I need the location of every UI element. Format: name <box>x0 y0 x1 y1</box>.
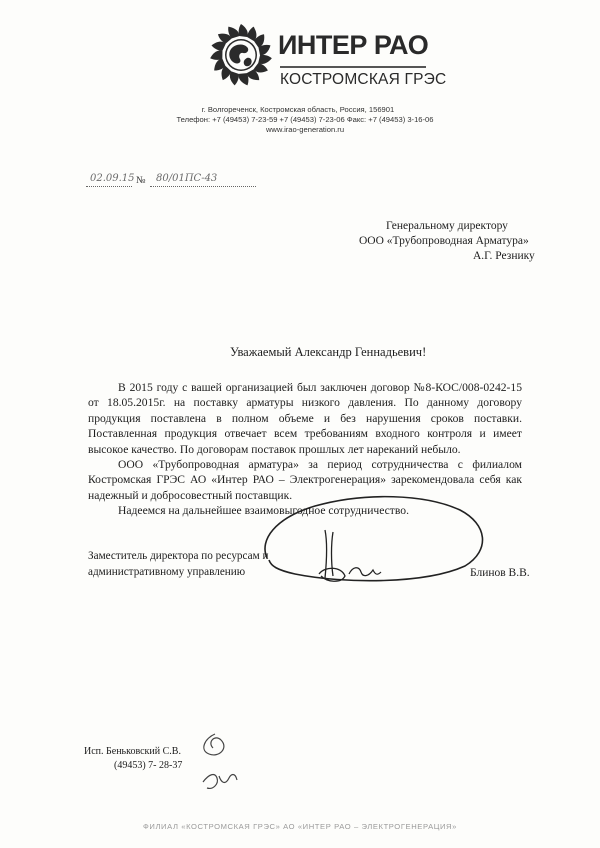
number-sign: № <box>136 175 146 186</box>
company-phones: Телефон: +7 (49453) 7-23-59 +7 (49453) 7-23-06 Факс: +7 (49453) 3-16-06 <box>176 115 434 124</box>
body-paragraph: В 2015 году с вашей организацией был заключен договор №8-КОС/008-0242-15 от 18.05.2015г. на поставку арматуры низкого давления. По данному договору продукция поставлена в полном объеме и без нарушения сроков поставки. Поставленная продукция отвечает всем требованиям входного контроля и имеет высокое качество. По договорам поставок прошлых лет нареканий небыло. <box>88 381 522 456</box>
signatory-name: Блинов В.В. <box>470 567 530 579</box>
company-website: www.irao-generation.ru <box>265 125 345 134</box>
signatory-title <box>88 548 268 580</box>
company-logo <box>208 22 447 92</box>
executor-signature <box>185 720 255 800</box>
handwritten-signature <box>255 480 495 585</box>
salutation: Уважаемый Александр Геннадьевич! <box>230 345 427 359</box>
registration-number: 80/01ПС-43 <box>156 173 218 184</box>
addressee-company: ООО «Трубопроводная Арматура» <box>359 235 529 247</box>
addressee-name: А.Г. Резнику <box>473 250 535 262</box>
date-underline <box>86 186 132 187</box>
signatory-title-line: административному управлению <box>88 566 246 578</box>
body-paragraph: Надеемся на дальнейшее взаимовыгодное сотрудничество. <box>118 504 409 518</box>
registration-date: 02.09.15 <box>90 173 135 184</box>
body-paragraph: ООО «Трубопроводная арматура» за период сотрудничества с филиалом Костромская ГРЭС АО «Интер РАО – Электрогенерация» зарекомендовала себя как надежный и добросовестный поставщик. <box>88 458 522 502</box>
sun-globe-logo-icon <box>208 22 274 88</box>
registration-line <box>86 173 256 190</box>
company-address: г. Волгореченск, Костромская область, Россия, 156901 <box>201 105 395 114</box>
executor-phone: (49453) 7- 28-37 <box>114 760 183 771</box>
number-underline <box>150 186 256 187</box>
signatory-title-line: Заместитель директора по ресурсам и <box>88 550 269 562</box>
brand-divider <box>280 66 426 68</box>
page-footer: ФИЛИАЛ «КОСТРОМСКАЯ ГРЭС» АО «ИНТЕР РАО – ЭЛЕКТРОГЕНЕРАЦИЯ» <box>143 822 457 831</box>
executor-info <box>84 745 182 773</box>
addressee-position: Генеральному директору <box>386 220 508 232</box>
executor-name: Исп. Беньковский С.В. <box>84 746 181 757</box>
brand-subtitle: КОСТРОМСКАЯ ГРЭС <box>280 71 447 88</box>
brand-name: ИНТЕР РАО <box>278 30 429 60</box>
